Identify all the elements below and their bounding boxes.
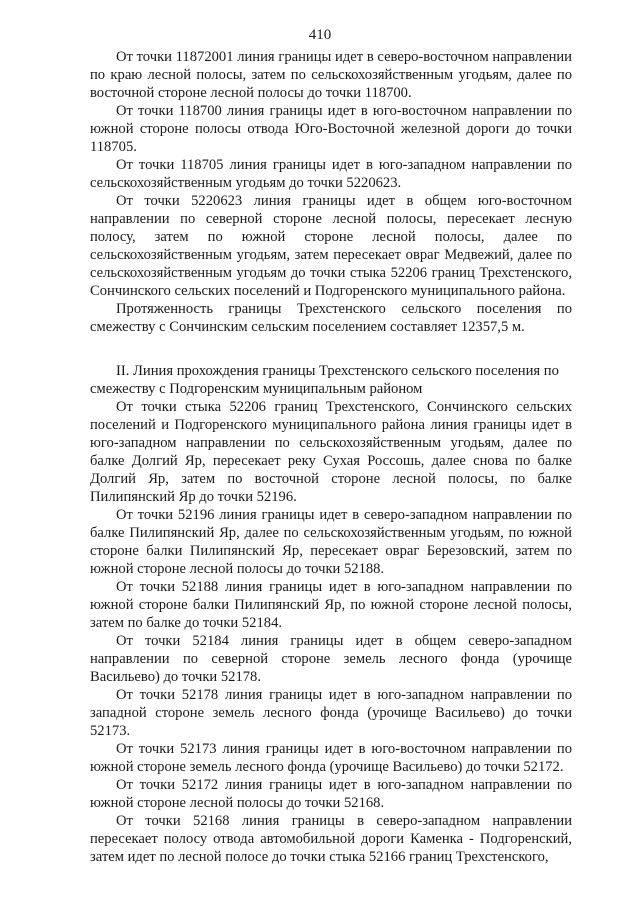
paragraph-point-52172: От точки 52172 линия границы идет в юго-западном направлении по южной стороне лесной полосы до точки 52168. (90, 777, 572, 811)
paragraph-point-52206: От точки стыка 52206 границ Трехстенского, Сончинского сельских поселений и Подгоренского муниципального района линия границы идет в юго-западном направлении по сельскохозяйственным угодьям, далее по балке Долгий Яр, пересекает реку Сухая Россошь, далее снова по балке Долгий Яр, затем по восточной стороне лесной полосы, по балке Пилипянский Яр до точки 52196. (90, 399, 572, 505)
paragraph-point-52188: От точки 52188 линия границы идет в юго-западном направлении по южной стороне балки Пилипянский Яр, по южной стороне лесной полосы, затем по балке до точки 52184. (90, 579, 572, 631)
paragraph-point-11872001: От точки 11872001 линия границы идет в северо-восточном направлении по краю лесной полосы, затем по сельскохозяйственным угодьям, далее по восточной стороне лесной полосы до точки 118700. (90, 49, 572, 101)
paragraph-point-52173: От точки 52173 линия границы идет в юго-восточном направлении по южной стороне земель лесного фонда (урочище Васильево) до точки 52172. (90, 741, 572, 775)
document-body (90, 48, 572, 866)
paragraph-boundary-length: Протяженность границы Трехстенского сельского поселения по смежеству с Сончинским сельским поселением составляет 12357,5 м. (90, 301, 572, 335)
page-number: 410 (308, 27, 332, 43)
paragraph-point-5220623: От точки 5220623 линия границы идет в общем юго-восточном направлении по северной стороне лесной полосы, пересекает лесную полосу, затем по южной стороне лесной полосы, далее по сельскохозяйственным угодьям, затем пересекает овраг Медвежий, далее по сельскохозяйственным угодьям до точки стыка 52206 границ Трехстенского, Сончинского сельских поселений и Подгоренского муниципального района. (90, 193, 572, 299)
paragraph-point-118700: От точки 118700 линия границы идет в юго-восточном направлении по южной стороне полосы отвода Юго-Восточной железной дороги до точки 118705. (90, 103, 572, 155)
paragraph-point-118705: От точки 118705 линия границы идет в юго-западном направлении по сельскохозяйственным угодьям до точки 5220623. (90, 157, 572, 191)
paragraph-point-52178: От точки 52178 линия границы идет в юго-западном направлении по западной стороне земель лесного фонда (урочище Васильево) до точки 52173. (90, 687, 572, 739)
paragraph-point-52168: От точки 52168 линия границы в северо-западном направлении пересекает полосу отвода автомобильной дороги Каменка - Подгоренский, затем идет по лесной полосе до точки стыка 52166 границ Трехстенского, (90, 813, 572, 865)
paragraph-point-52196: От точки 52196 линия границы идет в северо-западном направлении по балке Пилипянский Яр, далее по сельскохозяйственным угодьям, по южной стороне балки Пилипянский Яр, пересекает овраг Березовский, затем по южной стороне лесной полосы до точки 52188. (90, 507, 572, 577)
paragraph-point-52184: От точки 52184 линия границы идет в общем северо-западном направлении по северной стороне земель лесного фонда (урочище Васильево) до точки 52178. (90, 633, 572, 685)
section-heading-ii: II. Линия прохождения границы Трехстенского сельского поселения по смежеству с Подгоренским муниципальным районом (90, 363, 559, 397)
